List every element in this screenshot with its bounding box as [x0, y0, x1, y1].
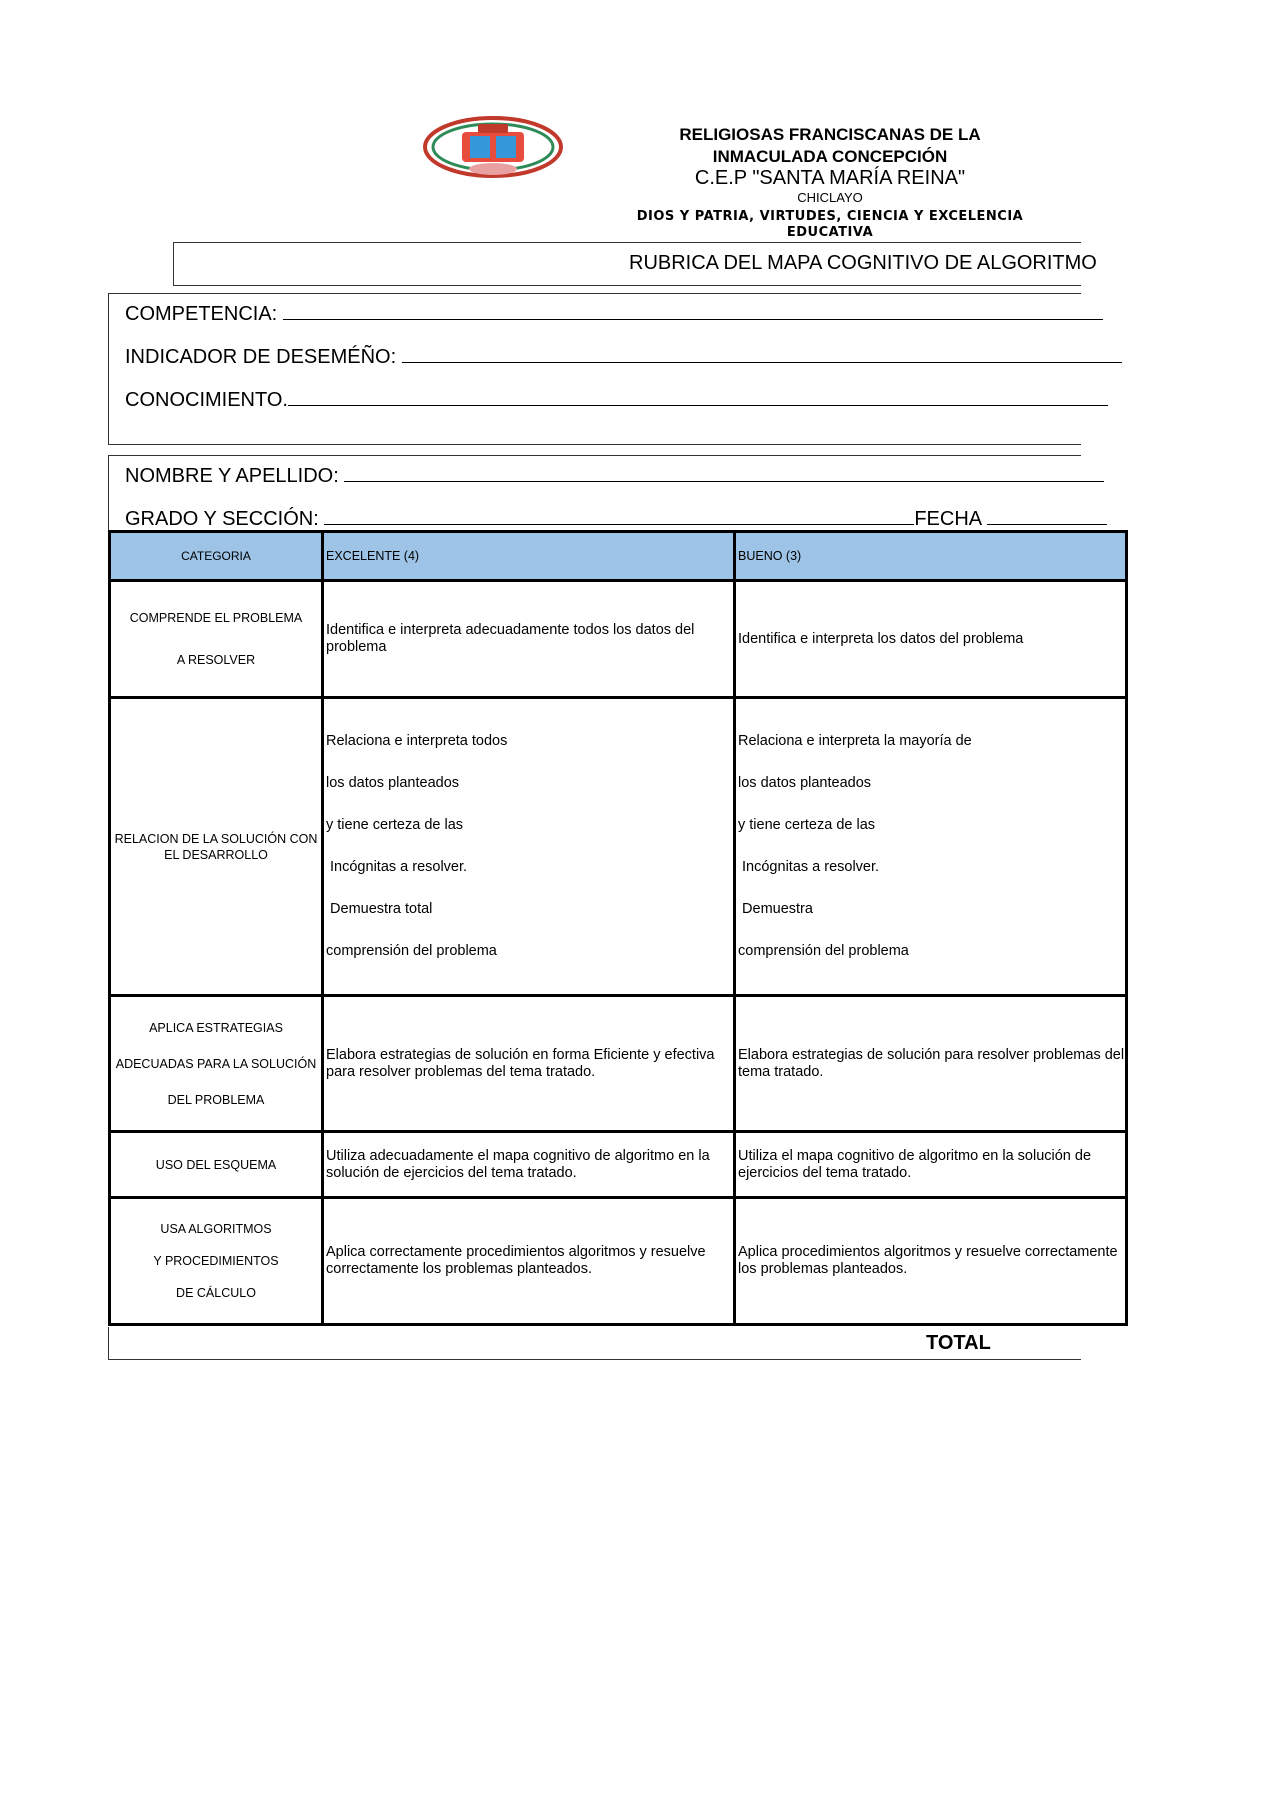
nombre-field[interactable]: NOMBRE Y APELLIDO:	[125, 463, 1104, 488]
document-title: RUBRICA DEL MAPA COGNITIVO DE ALGORITMO	[629, 252, 1097, 274]
category-cell: RELACION DE LA SOLUCIÓN CON EL DESARROLLO	[110, 698, 323, 996]
city-name: CHICLAYO	[797, 190, 863, 205]
category-cell: APLICA ESTRATEGIAS ADECUADAS PARA LA SOLUCIÓN DEL PROBLEMA	[110, 996, 323, 1132]
column-header-categoria: CATEGORIA	[110, 532, 323, 581]
document-title-box	[173, 242, 1097, 286]
column-header-excelente: EXCELENTE (4)	[323, 532, 735, 581]
grado-field[interactable]: GRADO Y SECCIÓN: FECHA	[125, 506, 1107, 531]
bueno-cell: Elabora estrategias de solución para resolver problemas del tema tratado.	[735, 996, 1127, 1132]
bueno-cell: Utiliza el mapa cognitivo de algoritmo en la solución de ejercicios del tema tratado.	[735, 1132, 1127, 1198]
bueno-cell: Relaciona e interpreta la mayoría de los datos planteados y tiene certeza de las Incógnitas a resolver. Demuestra comprensión del problema	[735, 698, 1127, 996]
total-label: TOTAL	[926, 1332, 991, 1354]
category-cell: COMPRENDE EL PROBLEMA A RESOLVER	[110, 581, 323, 698]
school-motto: DIOS Y PATRIA, VIRTUDES, CIENCIA Y EXCELENCIA EDUCATIVA	[636, 209, 1024, 240]
conocimiento-field[interactable]: CONOCIMIENTO.	[125, 387, 1108, 412]
excelente-cell: Elabora estrategias de solución en forma Eficiente y efectiva para resolver problemas del tema tratado.	[323, 996, 735, 1132]
indicador-field[interactable]: INDICADOR DE DESEMÉÑO:	[125, 344, 1122, 369]
excelente-cell: Identifica e interpreta adecuadamente todos los datos del problema	[323, 581, 735, 698]
table-row	[110, 996, 1127, 1132]
school-crest-icon	[422, 114, 564, 180]
bueno-cell: Aplica procedimientos algoritmos y resuelve correctamente los problemas planteados.	[735, 1198, 1127, 1325]
competencia-field[interactable]: COMPETENCIA:	[125, 301, 1103, 326]
category-cell: USO DEL ESQUEMA	[110, 1132, 323, 1198]
rubric-table	[108, 530, 1128, 1326]
bueno-cell: Identifica e interpreta los datos del problema	[735, 581, 1127, 698]
table-header-row	[110, 532, 1127, 581]
school-name: C.E.P "SANTA MARÍA REINA"	[694, 167, 966, 189]
fecha-label: FECHA	[914, 508, 981, 530]
institution-name: RELIGIOSAS FRANCISCANAS DE LA INMACULADA CONCEPCIÓN	[679, 125, 981, 166]
table-row	[110, 581, 1127, 698]
student-fields	[108, 455, 1081, 535]
table-row	[110, 1198, 1127, 1325]
table-row	[110, 698, 1127, 996]
rubric-table-wrap	[108, 530, 1125, 1326]
category-cell: USA ALGORITMOS Y PROCEDIMIENTOS DE CÁLCULO	[110, 1198, 323, 1325]
excelente-cell: Relaciona e interpreta todos los datos planteados y tiene certeza de las Incógnitas a resolver. Demuestra total comprensión del problema	[323, 698, 735, 996]
table-row	[110, 1132, 1127, 1198]
excelente-cell: Utiliza adecuadamente el mapa cognitivo de algoritmo en la solución de ejercicios del tema tratado.	[323, 1132, 735, 1198]
column-header-bueno: BUENO (3)	[735, 532, 1127, 581]
excelente-cell: Aplica correctamente procedimientos algoritmos y resuelve correctamente los problemas planteados.	[323, 1198, 735, 1325]
competency-fields	[108, 293, 1081, 445]
total-row	[108, 1327, 1081, 1360]
